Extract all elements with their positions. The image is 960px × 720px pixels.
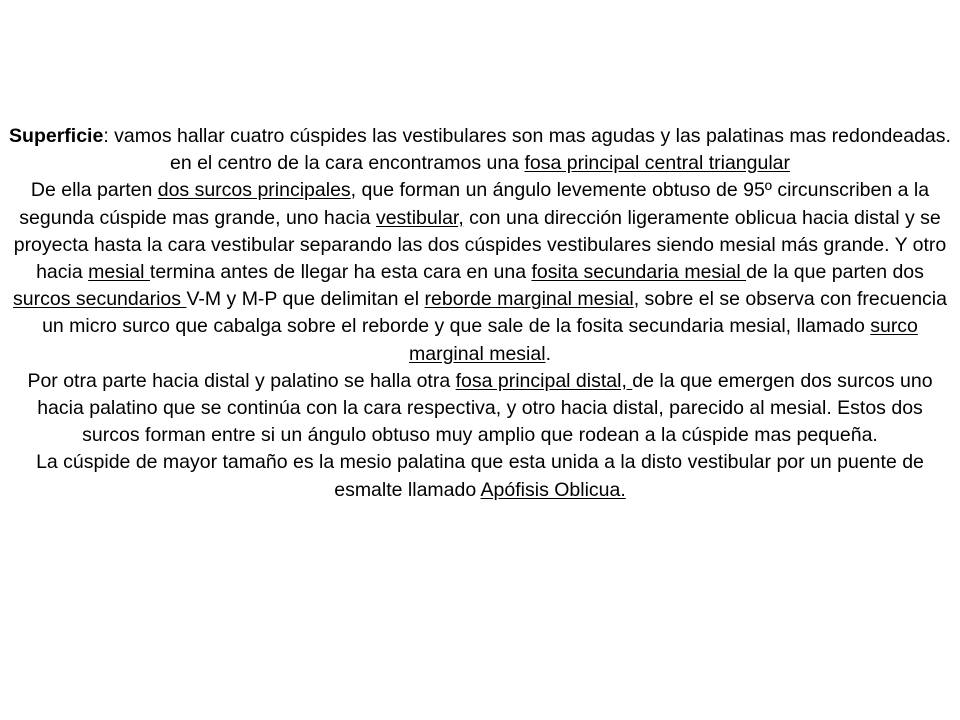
term-fosa-principal-central: fosa principal central triangular [524, 152, 791, 175]
text-segment: : vamos hallar cuatro cúspides las vestibulares son mas agudas y las palatinas mas redondeadas. en el centro de la cara encontramos una [103, 125, 951, 175]
paragraph-surcos-principales [8, 177, 952, 367]
text-segment: . [545, 342, 551, 365]
text-segment: V-M y M-P que delimitan el [186, 288, 425, 311]
term-mesial: mesial [88, 261, 150, 284]
text-segment: , sobre el se observa con frecuencia un micro surco que cabalga sobre el reborde y que sale de la fosita secundaria mesial, llamado [42, 288, 947, 338]
term-reborde-marginal-mesial: reborde marginal mesial [424, 288, 634, 311]
text-segment: Por otra parte hacia distal y palatino se halla otra [27, 369, 456, 392]
term-surco-marginal-mesial: surco marginal mesial [409, 315, 918, 365]
text-segment: La cúspide de mayor tamaño es la mesio palatina que esta unida a la disto vestibular por un puente de esmalte llamado [36, 451, 924, 501]
term-fosita-secundaria-mesial: fosita secundaria mesial [531, 261, 747, 284]
text-segment: de la que parten dos [746, 261, 924, 284]
paragraph-fosa-distal [8, 368, 952, 450]
text-segment: De ella parten [30, 179, 158, 202]
text-body [8, 123, 952, 504]
paragraph-apofisis-oblicua [8, 449, 952, 503]
term-vestibular: vestibular, [375, 206, 464, 229]
term-surcos-secundarios: surcos secundarios [13, 288, 187, 311]
text-segment: con una dirección ligeramente oblicua hacia distal y se proyecta hasta la cara vestibular separando las dos cúspides vestibulares siendo mesial más grande. Y otro hacia [13, 206, 947, 284]
term-dos-surcos-principales: dos surcos principales [157, 179, 351, 202]
text-segment: de la que emergen dos surcos uno hacia palatino que se continúa con la cara respectiva, y otro hacia distal, parecido al mesial. Estos dos surcos forman entre si un ángulo obtuso muy amplio que rodean a la cúspide mas pequeña. [37, 369, 933, 447]
term-fosa-principal-distal: fosa principal distal, [455, 369, 633, 392]
paragraph-superficie [8, 123, 952, 177]
text-segment: termina antes de llegar ha esta cara en una [149, 261, 532, 284]
text-segment: , que forman un ángulo levemente obtuso de 95º circunscriben a la segunda cúspide mas grande, uno hacia [19, 179, 930, 229]
term-apofisis-oblicua: Apófisis Oblicua. [480, 478, 626, 501]
term-superficie: Superficie [9, 125, 104, 147]
